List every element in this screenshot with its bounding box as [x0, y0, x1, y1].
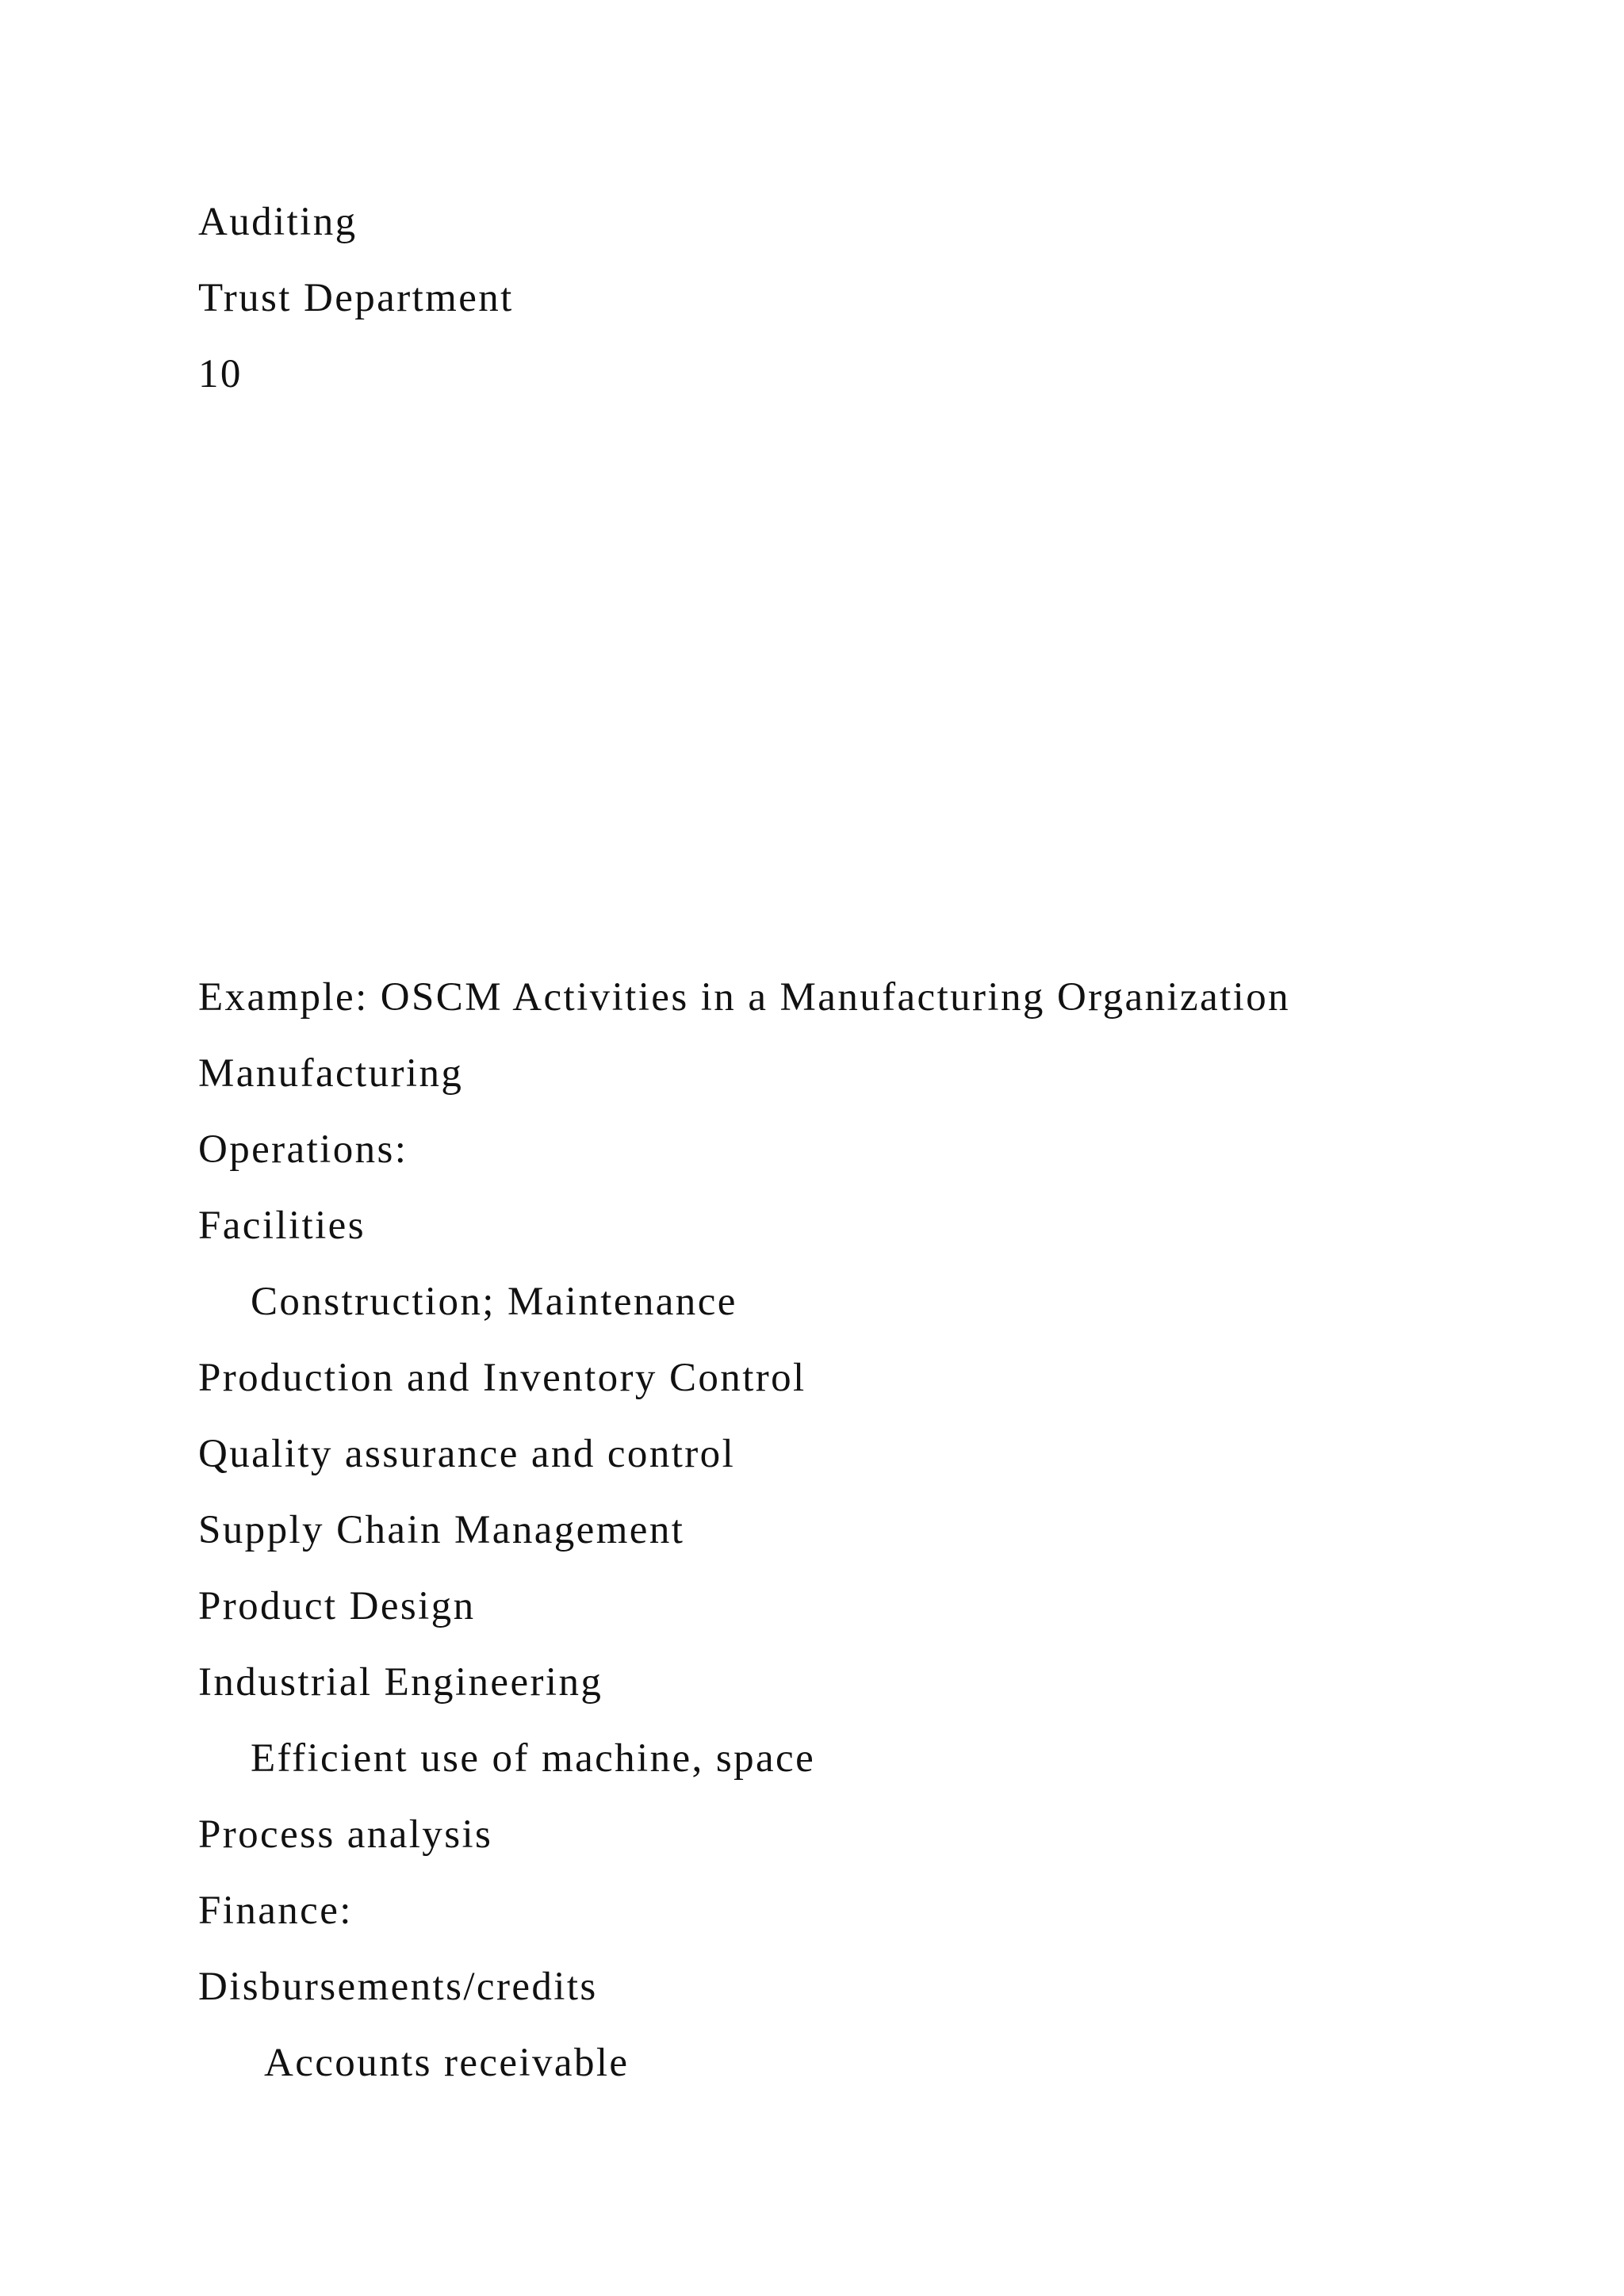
text-line-finance: Finance:	[198, 1888, 353, 1933]
text-line-process-analysis: Process analysis	[198, 1812, 493, 1857]
text-line-construction: Construction; Maintenance	[251, 1280, 737, 1324]
text-line-operations: Operations:	[198, 1127, 408, 1172]
text-line-product-design: Product Design	[198, 1584, 476, 1628]
doc-subtitle: Trust Department	[198, 276, 514, 320]
text-line-production-inventory: Production and Inventory Control	[198, 1356, 806, 1400]
section-heading: Example: OSCM Activities in a Manufacturing Organization	[198, 975, 1291, 1020]
text-line-accounts-receivable: Accounts receivable	[264, 2041, 630, 2085]
text-line-disbursements: Disbursements/credits	[198, 1965, 598, 2009]
text-line-facilities: Facilities	[198, 1203, 366, 1248]
doc-number: 10	[198, 352, 243, 396]
text-line-efficient-use: Efficient use of machine, space	[251, 1736, 816, 1781]
text-line-supply-chain: Supply Chain Management	[198, 1508, 685, 1552]
text-line-quality: Quality assurance and control	[198, 1432, 736, 1476]
text-line-manufacturing: Manufacturing	[198, 1051, 464, 1096]
doc-title: Auditing	[198, 200, 358, 244]
text-line-industrial-engineering: Industrial Engineering	[198, 1660, 603, 1705]
